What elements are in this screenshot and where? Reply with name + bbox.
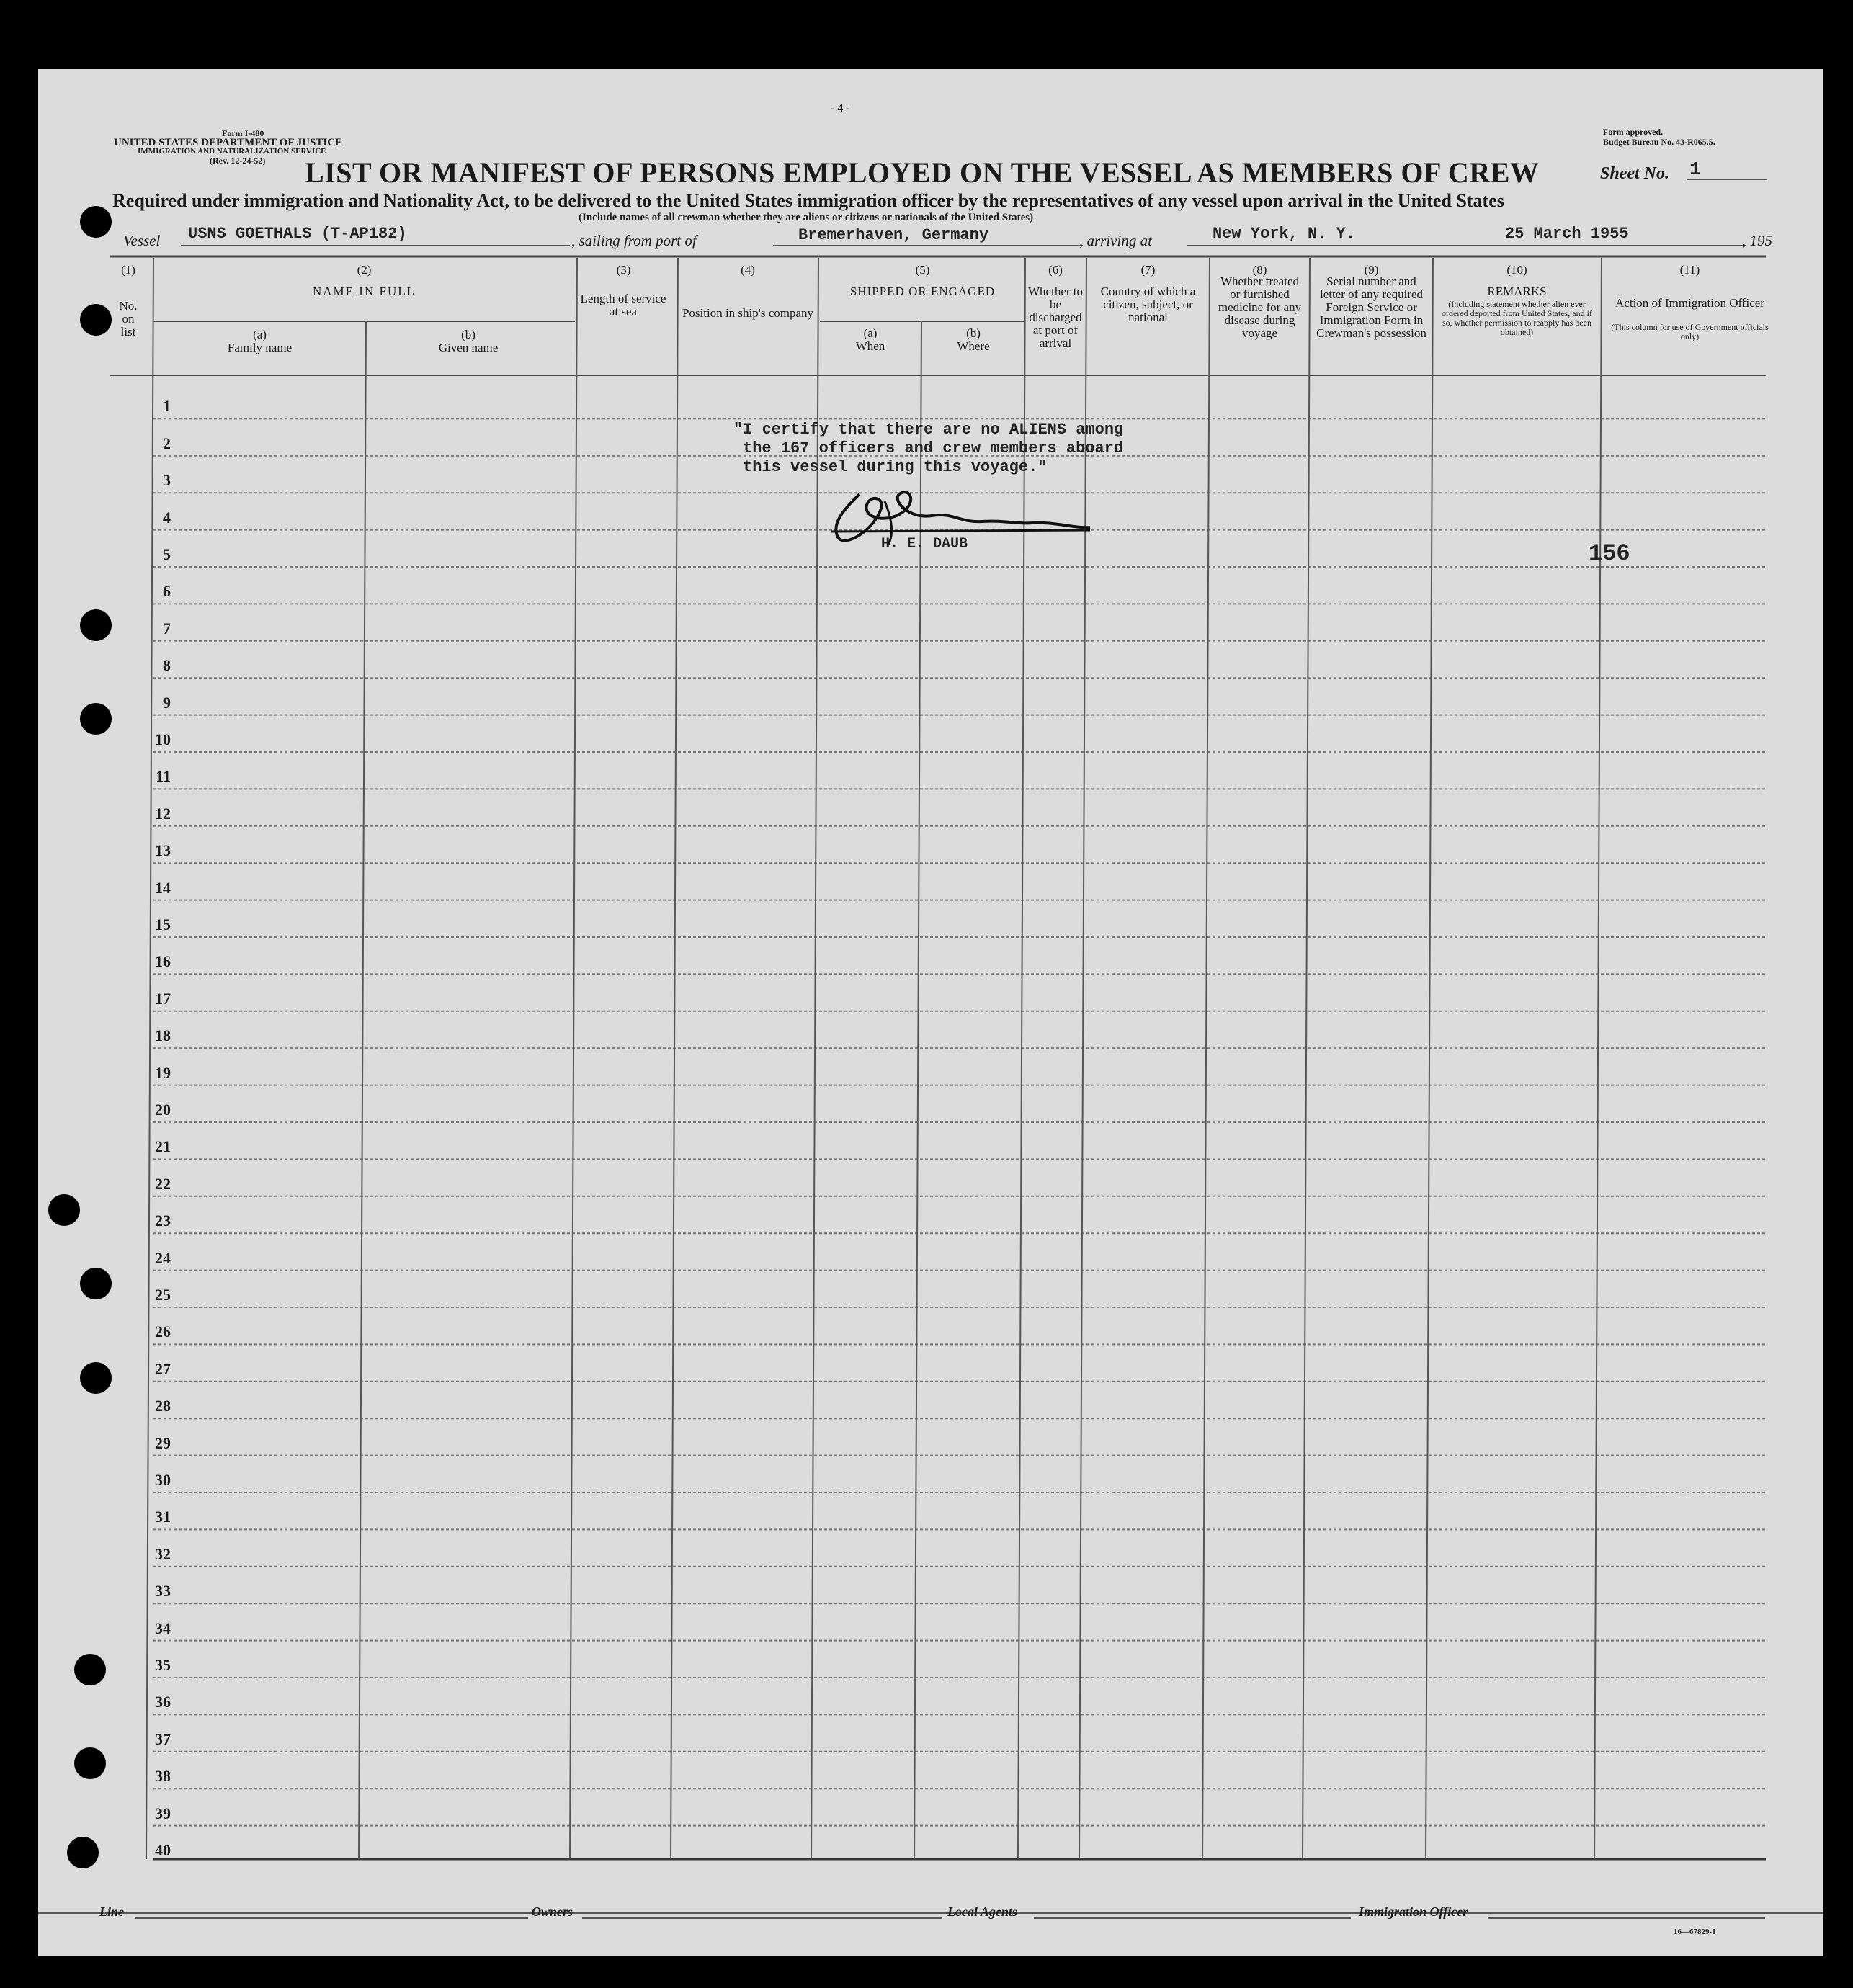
row-number-6: 6 [163, 582, 171, 601]
include-note: (Include names of all crewman whether they are aliens or citizens or nationals of the United States) [579, 212, 1034, 223]
row-number-4: 4 [163, 508, 171, 527]
punch-hole [80, 703, 112, 735]
row-number-14: 14 [155, 878, 171, 897]
row-number-13: 13 [155, 841, 171, 860]
col11-note: (This column for use of Government officials only) [1611, 322, 1769, 341]
row-number-25: 25 [155, 1286, 171, 1304]
footer-local-agents-label: Local Agents [947, 1904, 1017, 1919]
sailing-label: , sailing from port of [571, 232, 697, 249]
form-approved: Form approved. [1603, 127, 1664, 137]
col9-header: Serial number and letter of any required Foreign Service or Immigration Form in Crewman's possession [1316, 274, 1426, 340]
row-number-16: 16 [155, 952, 171, 971]
col4-number: (4) [741, 263, 755, 277]
signature-scribble [816, 480, 1162, 559]
col1-number: (1) [121, 263, 135, 277]
row-number-17: 17 [155, 989, 171, 1008]
footer-line-underline [135, 1917, 528, 1919]
footer-officer-underline [1488, 1917, 1765, 1919]
row-number-11: 11 [156, 767, 171, 786]
row-number-21: 21 [155, 1137, 171, 1156]
row-number-18: 18 [155, 1026, 171, 1045]
col3-header: Length of service at sea [580, 292, 666, 318]
col10-header: REMARKS [1487, 285, 1547, 298]
form-title: LIST OR MANIFEST OF PERSONS EMPLOYED ON THE VESSEL AS MEMBERS OF CREW [305, 156, 1540, 189]
col2a-number: (a) [253, 328, 267, 341]
punch-hole [80, 1268, 112, 1299]
row-number-12: 12 [155, 804, 171, 823]
col7-number: (7) [1140, 263, 1156, 277]
col5b-header: Where [957, 339, 990, 353]
row-number-26: 26 [155, 1322, 171, 1341]
row-number-31: 31 [155, 1508, 171, 1526]
row-number-22: 22 [155, 1174, 171, 1193]
col8-header: Whether treated or furnished medicine for any disease during voyage [1218, 274, 1302, 340]
punch-hole [80, 609, 112, 641]
punch-hole [80, 304, 112, 336]
footer-line-label: Line [99, 1904, 124, 1919]
vessel-value: USNS GOETHALS (T-AP182) [188, 225, 407, 243]
row-number-10: 10 [155, 730, 171, 748]
row-number-37: 37 [155, 1729, 171, 1748]
footer-owners-underline [582, 1917, 942, 1919]
row-number-29: 29 [155, 1433, 171, 1452]
row-number-38: 38 [155, 1767, 171, 1786]
col2a-header: Family name [227, 341, 293, 354]
punch-hole [48, 1194, 80, 1226]
row-number-34: 34 [155, 1618, 171, 1637]
arrival-date-value: 25 March 1955 [1505, 225, 1629, 243]
col6-header: Whether to be discharged at port of arrival [1028, 285, 1083, 350]
row-number-20: 20 [155, 1101, 171, 1119]
row-number-27: 27 [155, 1359, 171, 1378]
row-number-28: 28 [155, 1397, 171, 1415]
signer-name: H. E. DAUB [881, 536, 968, 552]
col2-header: NAME IN FULL [313, 285, 416, 298]
certification-line-2: the 167 officers and crew members aboard [743, 439, 1124, 457]
col11-header: Action of Immigration Officer [1615, 296, 1764, 310]
form-number: Form I-480 [222, 128, 264, 138]
col11-number: (11) [1679, 263, 1700, 277]
col7-header: Country of which a citizen, subject, or national [1100, 285, 1196, 324]
row-number-15: 15 [155, 915, 171, 933]
footer-agents-underline [1034, 1917, 1351, 1919]
row-number-30: 30 [155, 1471, 171, 1489]
col8-number: (8) [1252, 263, 1267, 277]
row-number-40: 40 [155, 1841, 171, 1859]
row-number-32: 32 [155, 1544, 171, 1563]
punch-hole [74, 1654, 106, 1685]
form-revision: (Rev. 12-24-52) [210, 156, 266, 166]
vessel-label: Vessel [123, 232, 161, 249]
row-number-19: 19 [155, 1063, 171, 1082]
punch-hole [67, 1837, 99, 1868]
col6-number: (6) [1048, 263, 1063, 277]
punch-hole [80, 1362, 112, 1394]
col5a-number: (a) [863, 326, 878, 340]
col2b-number: (b) [461, 328, 475, 341]
row-number-39: 39 [155, 1804, 171, 1822]
sailing-port-value: Bremerhaven, Germany [798, 226, 989, 244]
arriving-port-value: New York, N. Y. [1213, 225, 1356, 243]
sheet-number-value: 1 [1689, 158, 1701, 180]
row-number-1: 1 [163, 397, 171, 416]
certification-line-3: this vessel during this voyage." [743, 458, 1048, 476]
manifest-sheet [38, 69, 1823, 1956]
col10-number: (10) [1506, 263, 1527, 277]
arriving-label: , arriving at [1079, 232, 1152, 249]
manifest-grid [38, 69, 1823, 1956]
punch-hole [74, 1747, 106, 1779]
row-number-9: 9 [163, 693, 171, 712]
row-number-2: 2 [163, 434, 171, 452]
col1-header: No. on list [119, 299, 138, 339]
col2b-header: Given name [438, 341, 499, 354]
row-number-8: 8 [163, 656, 171, 675]
col3-number: (3) [616, 263, 631, 277]
row-number-7: 7 [163, 619, 171, 637]
col5-header: SHIPPED OR ENGAGED [849, 285, 996, 298]
footer-owners-label: Owners [532, 1904, 573, 1919]
row-number-35: 35 [155, 1656, 171, 1674]
row-number-23: 23 [155, 1212, 171, 1230]
row-number-36: 36 [155, 1693, 171, 1711]
footer-immigration-officer-label: Immigration Officer [1359, 1904, 1468, 1919]
punch-hole [80, 206, 112, 238]
col5a-header: When [855, 339, 885, 353]
row-number-5: 5 [163, 545, 171, 563]
page-annotation: 156 [1589, 540, 1630, 567]
service-name: IMMIGRATION AND NATURALIZATION SERVICE [138, 147, 326, 156]
print-code: 16—67829-1 [1674, 1927, 1716, 1936]
col5b-number: (b) [966, 326, 981, 340]
row-number-33: 33 [155, 1582, 171, 1600]
year-suffix: , 195 [1742, 232, 1772, 249]
col4-header: Position in ship's company [682, 306, 814, 320]
row-number-24: 24 [155, 1248, 171, 1267]
agency-name: UNITED STATES DEPARTMENT OF JUSTICE [114, 137, 343, 148]
sheet-number-label: Sheet No. [1600, 164, 1669, 183]
col2-number: (2) [357, 263, 372, 277]
certification-line-1: "I certify that there are no ALIENS among [733, 421, 1124, 439]
row-number-3: 3 [163, 471, 171, 490]
requirement-text: Required under immigration and Nationality Act, to be delivered to the United States immigration officer by the representatives of any vessel upon arrival in the United States [112, 190, 1504, 211]
budget-bureau: Budget Bureau No. 43-R065.5. [1603, 137, 1715, 147]
top-page-mark: - 4 - [831, 102, 850, 115]
col5-number: (5) [915, 263, 930, 277]
col10-note: (Including statement whether alien ever ordered deported from United States, and if so, whether permission to reapply has been obtained) [1442, 299, 1592, 337]
col9-number: (9) [1364, 263, 1379, 277]
